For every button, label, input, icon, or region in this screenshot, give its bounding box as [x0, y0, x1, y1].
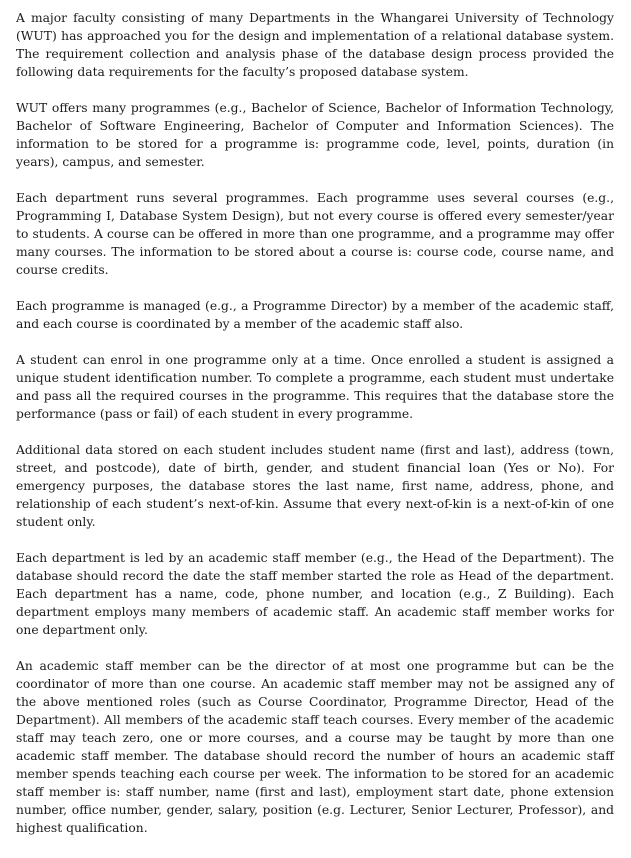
requirements-document	[16, 9, 614, 837]
paragraph-programmes: WUT offers many programmes (e.g., Bachelor of Science, Bachelor of Information Technology, Bachelor of Software Engineering, Bachelor of Computer and Information Sciences). The information to be stored for a programme is: programme code, level, points, duration (in years), campus, and semester.	[16, 101, 614, 169]
paragraph-courses: Each department runs several programmes. Each programme uses several courses (e.g., Programming I, Database System Design), but not every course is offered every semester/year to students. A course can be offered in more than one programme, and a programme may offer many courses. The information to be stored about a course is: course code, course name, and course credits.	[16, 191, 614, 277]
paragraph-departments: Each department is led by an academic staff member (e.g., the Head of the Department). The database should record the date the staff member started the role as Head of the department. Each department has a name, code, phone number, and location (e.g., Z Building). Each department employs many members of academic staff. An academic staff member works for one department only.	[16, 551, 614, 637]
paragraph-student-enrolment: A student can enrol in one programme only at a time. Once enrolled a student is assigned a unique student identification number. To complete a programme, each student must undertake and pass all the required courses in the programme. This requires that the database store the performance (pass or fail) of each student in every programme.	[16, 353, 614, 421]
paragraph-student-details: Additional data stored on each student includes student name (first and last), address (town, street, and postcode), date of birth, gender, and student financial loan (Yes or No). For emergency purposes, the database stores the last name, first name, address, phone, and relationship of each student’s next-of-kin. Assume that every next-of-kin is a next-of-kin of one student only.	[16, 443, 614, 529]
paragraph-programme-management: Each programme is managed (e.g., a Programme Director) by a member of the academic staff, and each course is coordinated by a member of the academic staff also.	[16, 299, 614, 331]
paragraph-academic-staff: An academic staff member can be the director of at most one programme but can be the coordinator of more than one course. An academic staff member may not be assigned any of the above mentioned roles (such as Course Coordinator, Programme Director, Head of the Department). All members of the academic staff teach courses. Every member of the academic staff may teach zero, one or more courses, and a course may be taught by more than one academic staff member. The database should record the number of hours an academic staff member spends teaching each course per week. The information to be stored for an academic staff member is: staff number, name (first and last), employment start date, phone extension number, office number, gender, salary, position (e.g. Lecturer, Senior Lecturer, Professor), and highest qualification.	[16, 659, 614, 835]
paragraph-introduction: A major faculty consisting of many Departments in the Whangarei University of Technology (WUT) has approached you for the design and implementation of a relational database system. The requirement collection and analysis phase of the database design process provided the following data requirements for the faculty’s proposed database system.	[16, 11, 614, 79]
